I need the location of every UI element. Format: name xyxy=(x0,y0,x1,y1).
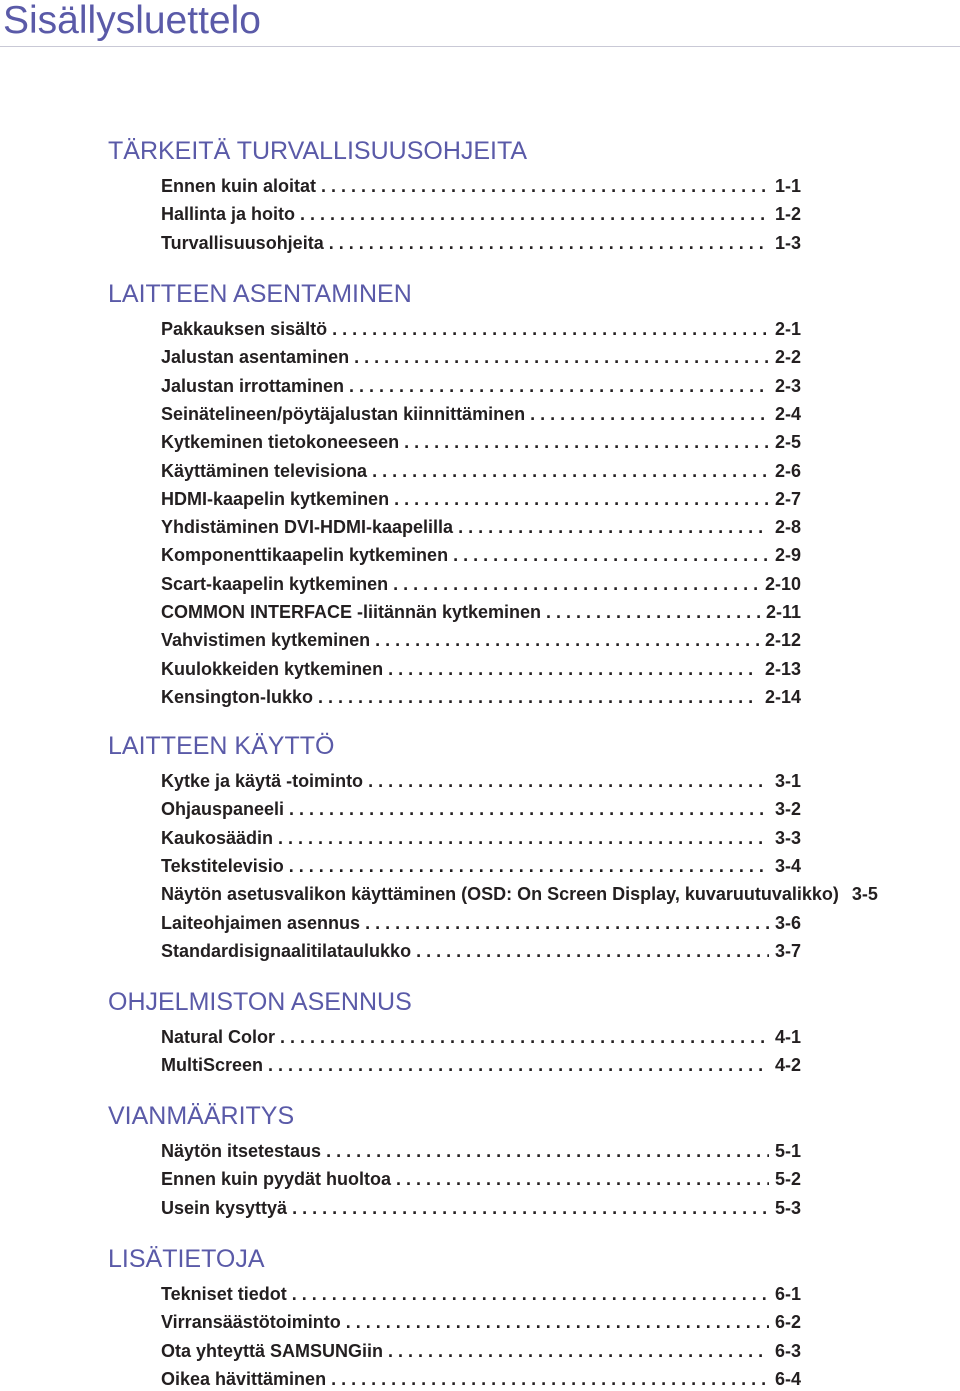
toc-entry-label: Ohjauspaneeli xyxy=(161,799,285,820)
toc-dot-leader xyxy=(321,174,769,198)
toc-entry[interactable] xyxy=(161,430,801,454)
toc-entry[interactable] xyxy=(161,854,801,878)
toc-page-number: 2-9 xyxy=(774,545,801,566)
toc-entry[interactable] xyxy=(161,1339,801,1363)
toc-page-number: 2-10 xyxy=(764,573,801,594)
toc-entry[interactable] xyxy=(161,769,801,793)
toc-entry-label: Seinätelineen/pöytäjalustan kiinnittäminen xyxy=(161,403,526,424)
toc-entry[interactable] xyxy=(161,882,878,906)
toc-page-number: 6-2 xyxy=(774,1312,801,1333)
toc-entry[interactable] xyxy=(161,572,801,596)
toc-entry-label: Jalustan irrottaminen xyxy=(161,375,345,396)
toc-entry[interactable] xyxy=(161,1025,801,1049)
toc-entry-label: Laiteohjaimen asennus xyxy=(161,912,361,933)
toc-entry[interactable] xyxy=(161,543,801,567)
toc-page-number: 3-1 xyxy=(774,771,801,791)
toc-dot-leader xyxy=(289,797,769,821)
toc-entry[interactable] xyxy=(161,1367,801,1391)
toc-entry[interactable] xyxy=(161,1053,801,1077)
toc-entry[interactable] xyxy=(161,515,801,539)
toc-entry-label: Ennen kuin aloitat xyxy=(161,176,317,196)
toc-page-number: 5-3 xyxy=(774,1197,801,1218)
toc-entry[interactable] xyxy=(161,911,801,935)
toc-page-number: 2-12 xyxy=(764,630,801,651)
toc-entry[interactable] xyxy=(161,685,801,709)
toc-dot-leader xyxy=(388,657,759,681)
toc-dot-leader xyxy=(292,1282,769,1306)
toc-page-number: 2-6 xyxy=(774,460,801,481)
toc-dot-leader xyxy=(354,345,769,369)
toc-dot-leader xyxy=(416,939,769,963)
toc-entry-label: Usein kysyttyä xyxy=(161,1197,288,1218)
toc-page-number: 3-7 xyxy=(774,940,801,961)
toc-dot-leader xyxy=(292,1196,769,1220)
toc-page-number: 4-2 xyxy=(774,1055,801,1076)
toc-entry-label: COMMON INTERFACE -liitännän kytkeminen xyxy=(161,602,542,622)
toc-entry-label: Standardisignaalitilataulukko xyxy=(161,940,412,961)
toc-entry-label: Tekniset tiedot xyxy=(161,1284,287,1304)
toc-dot-leader xyxy=(546,600,760,624)
toc-dot-leader xyxy=(394,487,769,511)
toc-dot-leader xyxy=(318,685,759,709)
toc-entry-label: Jalustan asentaminen xyxy=(161,347,350,368)
toc-entry[interactable] xyxy=(161,202,801,226)
toc-entry-label: Tekstitelevisio xyxy=(161,855,284,876)
toc-page-number: 1-3 xyxy=(774,232,801,253)
section-heading: LISÄTIETOJA xyxy=(108,1245,265,1273)
toc-page-number: 5-1 xyxy=(774,1141,801,1161)
section-heading: LAITTEEN ASENTAMINEN xyxy=(108,280,412,308)
toc-entry[interactable] xyxy=(161,374,801,398)
toc-page-number: 3-5 xyxy=(851,884,878,905)
toc-page-number: 5-2 xyxy=(774,1169,801,1190)
toc-page-number: 3-6 xyxy=(774,912,801,933)
toc-dot-leader xyxy=(280,1025,769,1049)
toc-entry[interactable] xyxy=(161,939,801,963)
toc-entry[interactable] xyxy=(161,657,801,681)
toc-dot-leader xyxy=(300,202,769,226)
toc-entry-label: Näytön itsetestaus xyxy=(161,1141,322,1161)
toc-page-number: 1-1 xyxy=(774,176,801,196)
toc-page-number: 3-2 xyxy=(774,799,801,820)
toc-page-number: 2-2 xyxy=(774,347,801,368)
toc-dot-leader xyxy=(326,1139,769,1163)
section-heading: OHJELMISTON ASENNUS xyxy=(108,988,412,1016)
toc-entry-label: Kensington-lukko xyxy=(161,686,313,707)
toc-entry[interactable] xyxy=(161,1139,801,1163)
toc-entry-label: Kytke ja käytä -toiminto xyxy=(161,771,364,791)
toc-entry-label: Ennen kuin pyydät huoltoa xyxy=(161,1169,392,1190)
toc-entry-label: Kaukosäädin xyxy=(161,827,274,848)
toc-entry[interactable] xyxy=(161,174,801,198)
toc-dot-leader xyxy=(530,402,769,426)
section-heading: LAITTEEN KÄYTTÖ xyxy=(108,732,335,760)
toc-dot-leader xyxy=(393,572,759,596)
toc-page-number: 6-3 xyxy=(774,1340,801,1361)
toc-entry-label: Scart-kaapelin kytkeminen xyxy=(161,573,389,594)
toc-page-number: 4-1 xyxy=(774,1027,801,1047)
toc-page-number: 2-8 xyxy=(774,517,801,538)
toc-page-number: 3-3 xyxy=(774,827,801,848)
toc-page-number: 6-1 xyxy=(774,1284,801,1304)
toc-dot-leader xyxy=(453,543,769,567)
toc-dot-leader xyxy=(375,628,759,652)
toc-page-number: 2-1 xyxy=(774,319,801,339)
toc-page-number: 2-7 xyxy=(774,488,801,509)
toc-dot-leader xyxy=(268,1053,769,1077)
toc-entry[interactable] xyxy=(161,487,801,511)
toc-dot-leader xyxy=(404,430,769,454)
toc-entry[interactable] xyxy=(161,1310,801,1334)
toc-entry-label: HDMI-kaapelin kytkeminen xyxy=(161,488,390,509)
toc-entry-label: Kytkeminen tietokoneeseen xyxy=(161,432,400,453)
toc-entry[interactable] xyxy=(161,797,801,821)
toc-page-number: 2-3 xyxy=(774,375,801,396)
toc-entry[interactable] xyxy=(161,402,801,426)
toc-page-number: 2-4 xyxy=(774,403,801,424)
toc-dot-leader xyxy=(388,1339,769,1363)
toc-entry[interactable] xyxy=(161,1282,801,1306)
toc-dot-leader xyxy=(278,826,769,850)
toc-entry-label: Hallinta ja hoito xyxy=(161,204,296,225)
toc-entry[interactable] xyxy=(161,317,801,341)
toc-dot-leader xyxy=(289,854,769,878)
section-heading: VIANMÄÄRITYS xyxy=(108,1102,295,1130)
toc-entry-label: Oikea hävittäminen xyxy=(161,1368,327,1389)
toc-entry[interactable] xyxy=(161,1196,801,1220)
toc-entry[interactable] xyxy=(161,231,801,255)
toc-page-number: 2-14 xyxy=(764,686,801,707)
toc-dot-leader xyxy=(458,515,769,539)
toc-entry-label: Natural Color xyxy=(161,1027,276,1047)
toc-dot-leader xyxy=(365,911,769,935)
toc-dot-leader xyxy=(349,374,769,398)
toc-entry-label: Yhdistäminen DVI-HDMI-kaapelilla xyxy=(161,517,454,538)
toc-dot-leader xyxy=(329,231,769,255)
toc-page-number: 3-4 xyxy=(774,855,801,876)
toc-page-number: 2-5 xyxy=(774,432,801,453)
toc-entry-label: Kuulokkeiden kytkeminen xyxy=(161,658,384,679)
toc-dot-leader xyxy=(368,769,769,793)
toc-entry[interactable] xyxy=(161,600,801,624)
section-heading: TÄRKEITÄ TURVALLISUUSOHJEITA xyxy=(108,137,528,165)
toc-page-number: 2-11 xyxy=(765,602,801,622)
toc-entry[interactable] xyxy=(161,826,801,850)
toc-dot-leader xyxy=(346,1310,769,1334)
toc-entry-label: Käyttäminen televisiona xyxy=(161,460,368,481)
toc-page-number: 6-4 xyxy=(774,1368,801,1389)
toc-dot-leader xyxy=(396,1167,769,1191)
toc-dot-leader xyxy=(331,1367,769,1391)
toc-entry-label: Pakkauksen sisältö xyxy=(161,319,328,339)
toc-entry[interactable] xyxy=(161,345,801,369)
toc-dot-leader xyxy=(332,317,769,341)
toc-entry-label: Vahvistimen kytkeminen xyxy=(161,630,371,651)
toc-entry-label: Turvallisuusohjeita xyxy=(161,232,324,253)
toc-page-number: 2-13 xyxy=(764,658,801,679)
toc-entry-label: MultiScreen xyxy=(161,1055,264,1076)
toc-entry-label: Ota yhteyttä SAMSUNGiin xyxy=(161,1340,384,1361)
toc-page-number: 1-2 xyxy=(774,204,801,225)
toc-entry[interactable] xyxy=(161,628,801,652)
toc-entry[interactable] xyxy=(161,459,801,483)
toc-entry-label: Virransäästötoiminto xyxy=(161,1312,341,1333)
toc-entry[interactable] xyxy=(161,1167,801,1191)
toc-entry-label: Näytön asetusvalikon käyttäminen (OSD: On Screen Display, kuvaruutuvalikko) xyxy=(161,884,839,905)
toc-dot-leader xyxy=(372,459,769,483)
page-title: Sisällysluettelo xyxy=(3,0,261,42)
toc-entry-label: Komponenttikaapelin kytkeminen xyxy=(161,545,449,566)
